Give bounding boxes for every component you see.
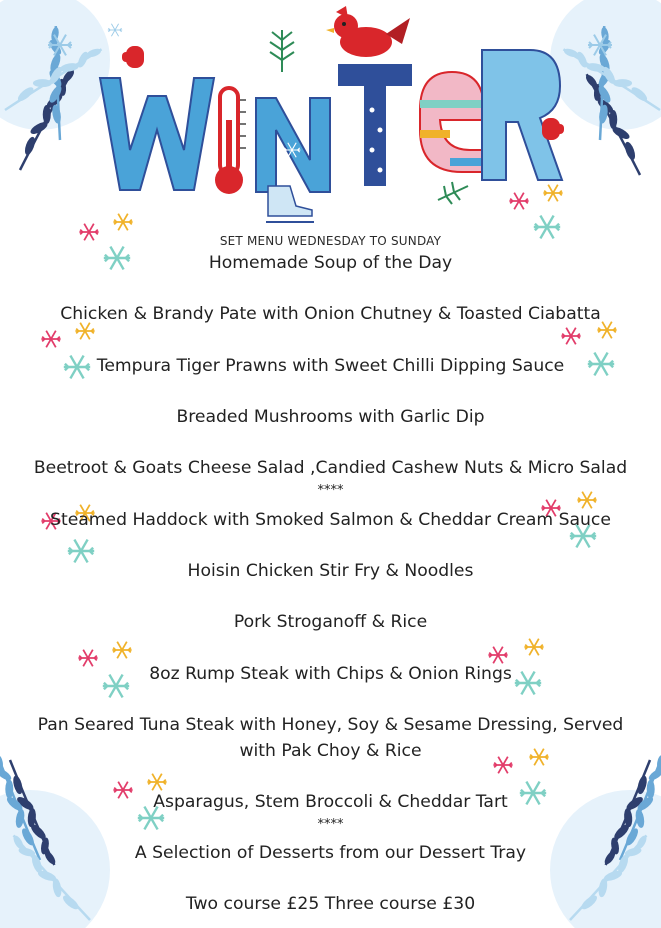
starter-item-3: Tempura Tiger Prawns with Sweet Chilli Dipping Sauce bbox=[96, 356, 565, 376]
main-item-3: Pork Stroganoff & Rice bbox=[233, 612, 428, 632]
dessert-item: A Selection of Desserts from our Dessert Tray bbox=[134, 843, 527, 863]
cardinal-bird-icon bbox=[326, 6, 410, 57]
letter-e bbox=[420, 72, 484, 172]
letter-t bbox=[338, 64, 412, 186]
mitten-icon-right bbox=[542, 118, 564, 140]
letter-w bbox=[100, 78, 214, 190]
pine-sprig-icon bbox=[270, 30, 294, 72]
letter-n bbox=[256, 98, 330, 192]
pine-sprig-icon-2 bbox=[438, 182, 468, 204]
starter-item-4: Breaded Mushrooms with Garlic Dip bbox=[176, 407, 485, 427]
mitten-icon-left bbox=[122, 46, 144, 68]
thermometer-icon bbox=[215, 88, 246, 194]
main-item-4: 8oz Rump Steak with Chips & Onion Rings bbox=[149, 664, 512, 684]
starter-item-2: Chicken & Brandy Pate with Onion Chutney & Toasted Ciabatta bbox=[60, 304, 601, 324]
main-item-6: Asparagus, Stem Broccoli & Cheddar Tart bbox=[153, 792, 508, 812]
letter-r bbox=[482, 50, 562, 180]
winter-title-art bbox=[100, 6, 564, 222]
main-item-2: Hoisin Chicken Stir Fry & Noodles bbox=[187, 561, 474, 581]
ice-skate-icon bbox=[266, 186, 314, 222]
menu-subtitle: SET MENU WEDNESDAY TO SUNDAY bbox=[219, 234, 442, 248]
foliage-top-right bbox=[545, 0, 661, 175]
main-item-5: Pan Seared Tuna Steak with Honey, Soy & Sesame Dressing, Served with Pak Choy & Rice bbox=[37, 715, 624, 761]
main-item-1: Steamed Haddock with Smoked Salmon & Cheddar Cream Sauce bbox=[50, 510, 611, 530]
pricing-text: Two course £25 Three course £30 bbox=[185, 894, 476, 914]
course-separator-1: **** bbox=[317, 483, 344, 498]
starter-item-1: Homemade Soup of the Day bbox=[208, 253, 453, 273]
starter-item-5: Beetroot & Goats Cheese Salad ,Candied Cashew Nuts & Micro Salad bbox=[33, 458, 628, 478]
course-separator-2: **** bbox=[317, 817, 344, 832]
